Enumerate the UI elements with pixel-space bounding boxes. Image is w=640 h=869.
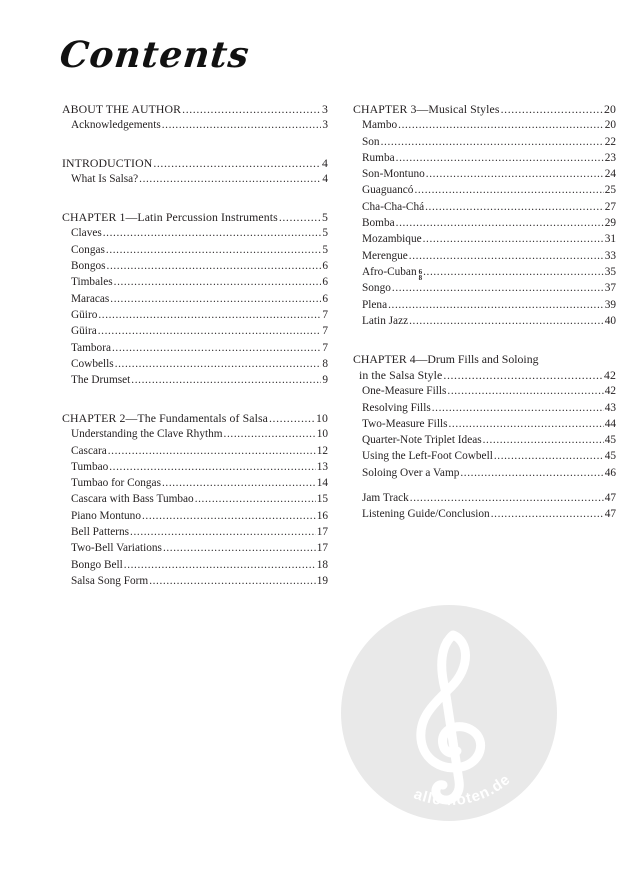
toc-entry[interactable]: [353, 432, 616, 448]
toc-entry[interactable]: [62, 225, 328, 241]
toc-page-number: 47: [604, 492, 616, 505]
toc-section-chapter-3: [353, 101, 616, 329]
leader-dots: [381, 134, 604, 150]
leader-dots: [460, 465, 603, 481]
toc-page-number: 16: [316, 509, 328, 522]
toc-entry[interactable]: [62, 475, 328, 491]
toc-entry-label: Cha-Cha-Chá: [362, 200, 425, 213]
toc-heading-label: INTRODUCTION: [62, 156, 153, 171]
leader-dots: [392, 280, 604, 296]
toc-page-number: 20: [604, 102, 616, 116]
toc-heading-label: CHAPTER 2—The Fundamentals of Salsa: [62, 410, 268, 425]
toc-entry-label: Understanding the Clave Rhythm: [71, 428, 223, 441]
leader-dots: [162, 475, 316, 491]
toc-page-number: 37: [604, 282, 616, 295]
toc-entry[interactable]: [62, 491, 328, 507]
toc-entry-label: Bell Patterns: [71, 526, 130, 539]
leader-dots: [163, 540, 316, 556]
toc-section-chapter-4: [353, 351, 616, 523]
toc-entry[interactable]: [353, 264, 616, 283]
toc-page-number: 3: [322, 102, 328, 116]
leader-dots: [153, 155, 321, 171]
toc-page-number: 24: [604, 168, 616, 181]
leader-dots: [426, 166, 604, 182]
toc-entry-label: Afro-Cuban: [362, 265, 417, 278]
toc-page-number: 19: [316, 574, 328, 587]
leader-dots: [98, 323, 322, 339]
toc-heading-line1[interactable]: CHAPTER 4—Drum Fills and Soloing: [353, 351, 539, 366]
toc-page-number: 35: [604, 265, 616, 278]
toc-entry[interactable]: [62, 524, 328, 540]
toc-page-number: 15: [316, 493, 328, 506]
toc-entry-label: Mambo: [362, 119, 398, 132]
toc-page-number: 4: [322, 173, 328, 186]
toc-entry[interactable]: [353, 416, 616, 432]
toc-page-number: 14: [316, 477, 328, 490]
toc-entry-label: Plena: [362, 298, 388, 311]
time-signature: [419, 269, 423, 282]
toc-entry[interactable]: [353, 150, 616, 166]
leader-dots: [142, 508, 316, 524]
leader-dots: [124, 557, 316, 573]
toc-page-number: 13: [316, 460, 328, 473]
leader-dots: [483, 432, 604, 448]
toc-page-number: 6: [322, 292, 328, 305]
leader-dots: [414, 182, 603, 198]
toc-entry-label: Using the Left-Foot Cowbell: [362, 450, 493, 463]
leader-dots: [494, 448, 604, 464]
toc-entry[interactable]: [62, 340, 328, 356]
toc-entry-label: One-Measure Fills: [362, 385, 447, 398]
toc-entry-label: Güiro: [71, 308, 98, 321]
toc-page-number: 4: [322, 156, 328, 171]
leader-dots: [443, 367, 603, 383]
toc-entry[interactable]: [353, 313, 616, 329]
toc-heading[interactable]: [62, 209, 328, 225]
leader-dots: [501, 101, 603, 117]
toc-entry[interactable]: [62, 274, 328, 290]
leader-dots: [410, 490, 604, 506]
toc-page-number: 17: [316, 542, 328, 555]
toc-page-number: 5: [322, 243, 328, 256]
toc-entry[interactable]: [353, 134, 616, 150]
toc-entry[interactable]: [62, 443, 328, 459]
toc-entry[interactable]: [62, 372, 328, 388]
toc-entry[interactable]: [353, 231, 616, 247]
toc-entry-label: Bongos: [71, 260, 106, 273]
toc-page-number: 12: [316, 444, 328, 457]
toc-entry[interactable]: [62, 459, 328, 475]
toc-page-number: 29: [604, 217, 616, 230]
toc-entry[interactable]: [62, 242, 328, 258]
toc-heading-label: CHAPTER 1—Latin Percussion Instruments: [62, 210, 278, 225]
toc-entry-label: Merengue: [362, 249, 408, 262]
toc-page-number: 47: [604, 508, 616, 521]
toc-entry-label: Songo: [362, 282, 391, 295]
toc-page-number: 6: [322, 276, 328, 289]
toc-section-chapter-2: [62, 410, 328, 589]
toc-heading[interactable]: [62, 155, 328, 171]
toc-entry-label: Tambora: [71, 341, 111, 354]
toc-entry-label: Guaguancó: [362, 184, 414, 197]
toc-page-number: 44: [604, 417, 616, 430]
leader-dots: [425, 199, 604, 215]
toc-section-chapter-1: [62, 209, 328, 388]
toc-entry[interactable]: [62, 356, 328, 372]
toc-entry[interactable]: [62, 426, 328, 442]
toc-page-number: 10: [316, 410, 328, 425]
leader-dots: [131, 372, 321, 388]
toc-page-number: 7: [322, 308, 328, 321]
toc-page-number: 9: [322, 374, 328, 387]
toc-page-number: 7: [322, 325, 328, 338]
toc-entry[interactable]: [353, 490, 616, 506]
leader-dots: [112, 340, 321, 356]
toc-entry-label: Mozambique: [362, 233, 422, 246]
toc-entry[interactable]: [62, 540, 328, 556]
toc-page-number: 5: [322, 210, 328, 225]
toc-entry[interactable]: [62, 171, 328, 187]
toc-left-column: [62, 101, 328, 611]
leader-dots: [409, 248, 604, 264]
toc-heading-label: ABOUT THE AUTHOR: [62, 102, 182, 116]
leader-dots: [388, 297, 604, 313]
toc-entry-label: Son-Montuno: [362, 168, 425, 181]
leader-dots: [449, 416, 604, 432]
toc-page-number: 8: [322, 357, 328, 370]
toc-entry[interactable]: [62, 117, 328, 133]
toc-entry[interactable]: [353, 182, 616, 198]
toc-entry-label: Timbales: [71, 276, 113, 289]
toc-heading[interactable]: [353, 367, 616, 383]
toc-entry[interactable]: [353, 448, 616, 464]
toc-entry[interactable]: [353, 248, 616, 264]
toc-entry-label: The Drumset: [71, 374, 131, 387]
toc-entry[interactable]: [62, 323, 328, 339]
toc-entry-label: Cascara: [71, 444, 107, 457]
toc-heading[interactable]: [62, 410, 328, 426]
toc-page-number: 5: [322, 227, 328, 240]
leader-dots: [98, 307, 321, 323]
toc-page-number: 43: [604, 401, 616, 414]
toc-page-number: 39: [604, 298, 616, 311]
toc-entry[interactable]: [353, 383, 616, 399]
leader-dots: [269, 410, 315, 426]
leader-dots: [224, 426, 316, 442]
leader-dots: [139, 171, 321, 187]
toc-entry-label: Salsa Song Form: [71, 574, 149, 587]
leader-dots: [396, 150, 604, 166]
leader-dots: [491, 506, 604, 522]
toc-page-number: 40: [604, 314, 616, 327]
leader-dots: [423, 264, 604, 280]
leader-dots: [398, 117, 604, 133]
toc-heading[interactable]: [62, 101, 328, 117]
toc-page-number: 42: [604, 367, 616, 382]
leader-dots: [107, 258, 322, 274]
toc-page-number: 25: [604, 184, 616, 197]
toc-page-number: 42: [604, 385, 616, 398]
leader-dots: [162, 117, 322, 133]
toc-entry-label: Two-Measure Fills: [362, 417, 448, 430]
toc-page-number: 45: [604, 450, 616, 463]
leader-dots: [447, 383, 603, 399]
toc-entry-label: Güira: [71, 325, 97, 338]
watermark-logo: [341, 605, 557, 821]
toc-entry-label: Quarter-Note Triplet Ideas: [362, 434, 482, 447]
toc-entry-label: Maracas: [71, 292, 110, 305]
leader-dots: [149, 573, 316, 589]
leader-dots: [432, 400, 604, 416]
toc-entry[interactable]: [62, 291, 328, 307]
toc-section-introduction: [62, 155, 328, 188]
leader-dots: [279, 209, 321, 225]
toc-entry-label: Cascara with Bass Tumbao: [71, 493, 194, 506]
toc-page-number: 31: [604, 233, 616, 246]
leader-dots: [396, 215, 604, 231]
toc-entry-label: Son: [362, 135, 380, 148]
leader-dots: [423, 231, 604, 247]
toc-entry-label: Piano Montuno: [71, 509, 141, 522]
toc-entry-label: Claves: [71, 227, 102, 240]
page-title: Contents: [57, 34, 252, 76]
toc-entry[interactable]: [353, 400, 616, 416]
leader-dots: [182, 101, 321, 117]
toc-entry[interactable]: [353, 215, 616, 231]
toc-page-number: 27: [604, 200, 616, 213]
toc-entry-label: Rumba: [362, 151, 395, 164]
toc-entry[interactable]: [353, 280, 616, 296]
toc-entry[interactable]: [353, 297, 616, 313]
toc-right-column: [353, 101, 616, 544]
toc-section-about-author: [62, 101, 328, 134]
toc-entry-label: What Is Salsa?: [71, 173, 139, 186]
toc-entry-label: Latin Jazz: [362, 314, 409, 327]
leader-dots: [109, 459, 315, 475]
toc-heading[interactable]: [353, 101, 616, 117]
toc-entry[interactable]: [62, 258, 328, 274]
toc-entry[interactable]: [353, 506, 616, 522]
toc-entry[interactable]: [353, 166, 616, 182]
leader-dots: [106, 242, 321, 258]
toc-page-number: 17: [316, 526, 328, 539]
treble-clef-icon: [341, 605, 557, 821]
leader-dots: [409, 313, 604, 329]
toc-page-number: 6: [322, 260, 328, 273]
leader-dots: [115, 356, 322, 372]
leader-dots: [103, 225, 322, 241]
toc-entry-label: Tumbao: [71, 460, 109, 473]
toc-page-number: 23: [604, 151, 616, 164]
toc-page-number: 22: [604, 135, 616, 148]
toc-heading-label: CHAPTER 3—Musical Styles: [353, 102, 500, 116]
toc-entry-label: Acknowledgements: [71, 119, 161, 132]
time-signature-top: 6: [418, 267, 423, 276]
toc-entry[interactable]: [62, 573, 328, 589]
toc-entry[interactable]: [353, 117, 616, 133]
toc-entry-label: Soloing Over a Vamp: [362, 466, 460, 479]
toc-entry[interactable]: [353, 465, 616, 481]
toc-heading-label: in the Salsa Style: [359, 367, 443, 382]
leader-dots: [195, 491, 316, 507]
toc-page-number: 20: [604, 119, 616, 132]
time-signature-bottom: 8: [418, 274, 423, 283]
toc-entry-label: Cowbells: [71, 357, 114, 370]
toc-entry[interactable]: [62, 508, 328, 524]
toc-entry-label: Tumbao for Congas: [71, 477, 161, 490]
toc-entry-label: Resolving Fills: [362, 401, 431, 414]
watermark-text: alle-noten.de: [411, 770, 515, 810]
toc-page-number: 33: [604, 249, 616, 262]
toc-entry-label: Listening Guide/Conclusion: [362, 508, 490, 521]
leader-dots: [108, 443, 316, 459]
leader-dots: [130, 524, 316, 540]
toc-page-number: 45: [604, 434, 616, 447]
leader-dots: [114, 274, 322, 290]
toc-entry-label: Bomba: [362, 217, 395, 230]
toc-entry-label: Bongo Bell: [71, 558, 123, 571]
toc-entry[interactable]: [62, 557, 328, 573]
toc-entry-label: Congas: [71, 243, 105, 256]
leader-dots: [110, 291, 321, 307]
toc-page-number: 10: [316, 428, 328, 441]
toc-page-number: 46: [604, 466, 616, 479]
toc-page-number: 7: [322, 341, 328, 354]
toc-page-number: 18: [316, 558, 328, 571]
toc-entry[interactable]: [62, 307, 328, 323]
toc-page-number: 3: [322, 119, 328, 132]
toc-entry-label: Two-Bell Variations: [71, 542, 162, 555]
toc-entry-label: Jam Track: [362, 492, 409, 505]
toc-entry[interactable]: [353, 199, 616, 215]
